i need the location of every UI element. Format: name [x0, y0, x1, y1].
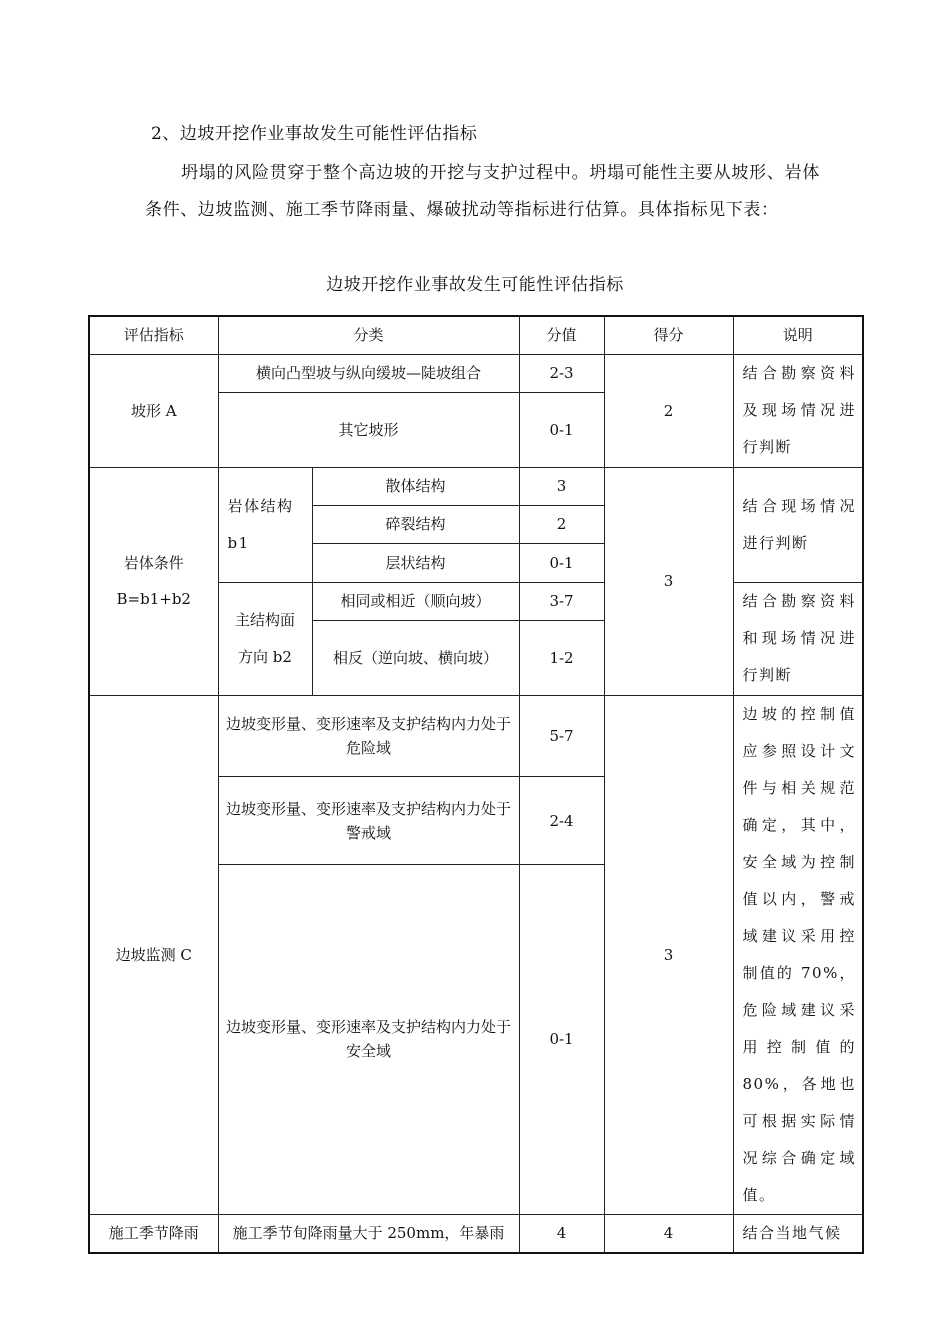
rock-structure-label-line2: b1 [227, 533, 250, 552]
rock-category-5: 相反（逆向坡、横向坡） [312, 620, 519, 695]
monitoring-value-2: 2-4 [519, 777, 604, 865]
monitoring-value-3: 0-1 [519, 865, 604, 1214]
table-row [89, 1214, 863, 1253]
monitoring-value-1: 5-7 [519, 695, 604, 777]
structure-plane-label-line2: 方向 b2 [238, 647, 292, 666]
structure-plane-note: 结合勘察资料和现场情况进行判断 [733, 582, 863, 695]
header-value: 分值 [519, 316, 604, 354]
slope-shape-indicator: 坡形 A [89, 354, 218, 467]
rock-condition-indicator-line2: B=b1+b2 [116, 590, 191, 608]
monitoring-indicator: 边坡监测 C [89, 695, 218, 1214]
rock-category-1: 散体结构 [312, 467, 519, 505]
slope-shape-category-2: 其它坡形 [218, 392, 519, 467]
rock-condition-score: 3 [604, 467, 733, 695]
section-heading: 2、边坡开挖作业事故发生可能性评估指标 [151, 124, 478, 144]
monitoring-score: 3 [604, 695, 733, 1214]
monitoring-note: 边坡的控制值应参照设计文件与相关规范确定，其中，安全域为控制值以内，警戒域建议采用控制值的 70%，危险域建议采用控制值的 80%，各地也可根据实际情况综合确定域值。 [733, 695, 863, 1214]
rock-value-3: 0-1 [519, 543, 604, 582]
table-row [89, 695, 863, 777]
slope-shape-note: 结合勘察资料及现场情况进行判断 [733, 354, 863, 467]
monitoring-category-3: 边坡变形量、变形速率及支护结构内力处于安全域 [218, 865, 519, 1214]
header-indicator: 评估指标 [89, 316, 218, 354]
slope-shape-value-2: 0-1 [519, 392, 604, 467]
intro-paragraph: 坍塌的风险贯穿于整个高边坡的开挖与支护过程中。坍塌可能性主要从坡形、岩体条件、边坡监测、施工季节降雨量、爆破扰动等指标进行估算。具体指标见下表： [145, 163, 820, 220]
table-row [89, 467, 863, 505]
rock-category-2: 碎裂结构 [312, 505, 519, 543]
slope-shape-category-1: 横向凸型坡与纵向缓坡—陡坡组合 [218, 354, 519, 392]
rock-value-5: 1-2 [519, 620, 604, 695]
rock-structure-label [218, 467, 312, 582]
rock-category-3: 层状结构 [312, 543, 519, 582]
slope-shape-score: 2 [604, 354, 733, 467]
rainfall-note: 结合当地气候 [733, 1214, 863, 1253]
monitoring-category-2: 边坡变形量、变形速率及支护结构内力处于警戒域 [218, 777, 519, 865]
rock-value-4: 3-7 [519, 582, 604, 620]
structure-plane-label-line1: 主结构面 [234, 610, 295, 629]
header-score: 得分 [604, 316, 733, 354]
rock-condition-indicator [89, 467, 218, 695]
slope-shape-value-1: 2-3 [519, 354, 604, 392]
rock-value-1: 3 [519, 467, 604, 505]
table-header-row [89, 316, 863, 354]
table-row [89, 354, 863, 392]
rock-structure-note: 结合现场情况进行判断 [733, 467, 863, 582]
header-note: 说明 [733, 316, 863, 354]
rock-structure-label-line1: 岩体结构 [227, 496, 294, 515]
header-category: 分类 [218, 316, 519, 354]
structure-plane-label [218, 582, 312, 695]
monitoring-category-1: 边坡变形量、变形速率及支护结构内力处于危险域 [218, 695, 519, 777]
rainfall-value-1: 4 [519, 1214, 604, 1253]
rock-condition-indicator-line1: 岩体条件 [123, 554, 184, 572]
rock-value-2: 2 [519, 505, 604, 543]
evaluation-table [88, 315, 864, 1254]
table-caption: 边坡开挖作业事故发生可能性评估指标 [326, 275, 624, 295]
rock-category-4: 相同或相近（顺向坡） [312, 582, 519, 620]
rainfall-category-1: 施工季节旬降雨量大于 250mm，年暴雨 [218, 1214, 519, 1253]
rainfall-indicator: 施工季节降雨 [89, 1214, 218, 1253]
rainfall-score: 4 [604, 1214, 733, 1253]
